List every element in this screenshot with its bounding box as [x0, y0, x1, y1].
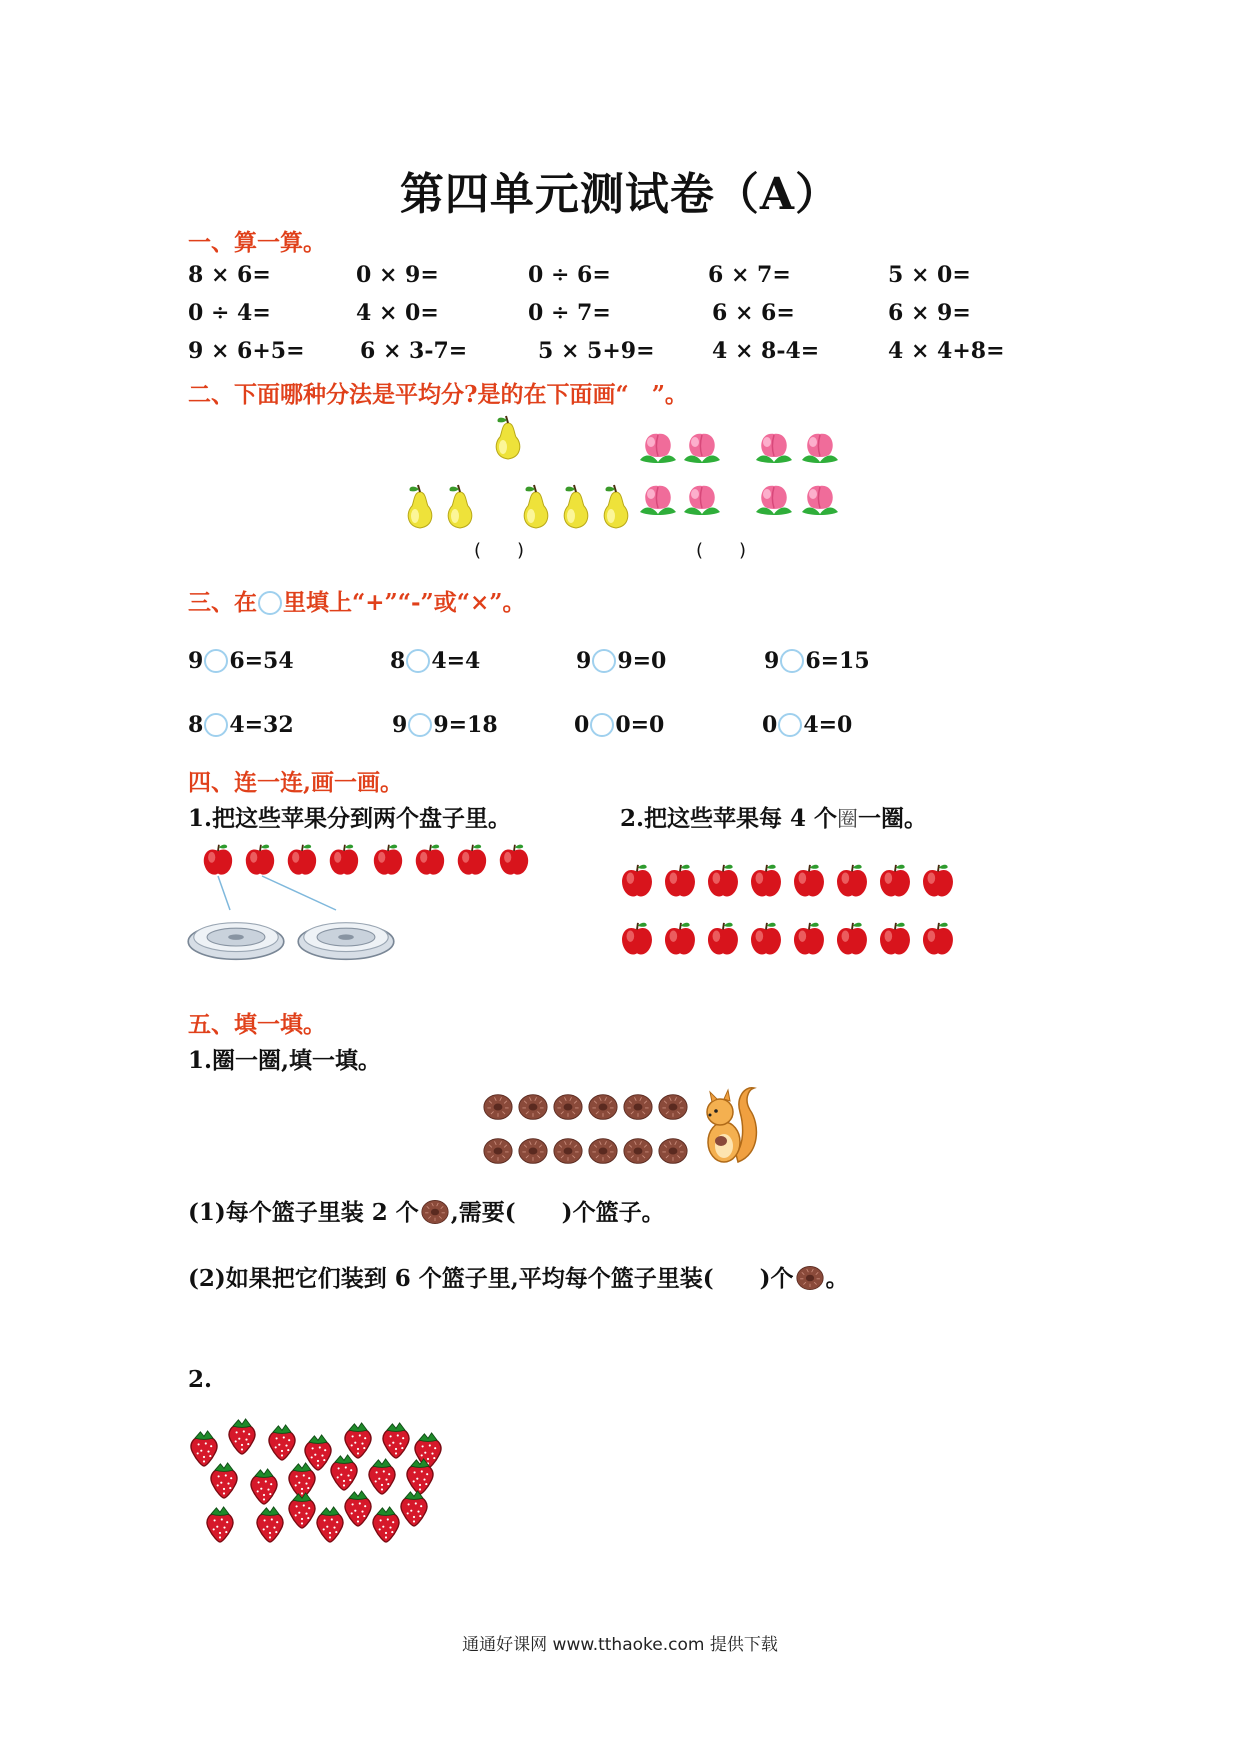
strawberry-icon: [246, 1466, 282, 1506]
strawberry-icon: [378, 1420, 414, 1460]
peach-icon: [752, 428, 796, 468]
chestnut-icon: [552, 1136, 584, 1166]
operator-circle[interactable]: [408, 713, 432, 737]
apple-icon: [412, 842, 448, 878]
calc-item: 6 × 9=: [888, 300, 971, 326]
section2-heading: 二、下面哪种分法是平均分?是的在下面画“ ”。: [188, 381, 688, 408]
operator-item: 9 9=18: [392, 712, 498, 738]
apple-icon: [790, 862, 828, 900]
calc-item: 5 × 0=: [888, 262, 971, 288]
connect-lines: [186, 872, 406, 912]
operator-circle[interactable]: [780, 649, 804, 673]
pear-icon: [596, 484, 636, 532]
plate-icon[interactable]: [296, 910, 396, 962]
strawberry-icon: [368, 1504, 404, 1544]
operator-circle[interactable]: [406, 649, 430, 673]
strawberry-icon: [326, 1452, 362, 1492]
strawberry-icon: [224, 1416, 260, 1456]
operator-item: 9 6=15: [764, 648, 870, 674]
operator-item: 8 4=4: [390, 648, 481, 674]
chestnut-icon: [419, 1198, 451, 1226]
chestnut-icon: [657, 1136, 689, 1166]
strawberry-icon: [202, 1504, 238, 1544]
plate-icon[interactable]: [186, 910, 286, 962]
calc-item: 0 ÷ 6=: [528, 262, 611, 288]
chestnut-icon: [482, 1092, 514, 1122]
section1-heading: 一、算一算。: [188, 229, 326, 256]
operator-circle[interactable]: [592, 649, 616, 673]
apple-icon: [618, 920, 656, 958]
apple-icon: [876, 920, 914, 958]
chestnut-icon: [622, 1092, 654, 1122]
apple-icon: [833, 862, 871, 900]
pear-icon: [488, 415, 528, 463]
operator-circle[interactable]: [204, 649, 228, 673]
answer-blank[interactable]: ( ): [696, 540, 747, 561]
peach-icon: [680, 480, 724, 520]
section3-heading: [188, 584, 525, 617]
strawberry-icon: [206, 1460, 242, 1500]
apple-icon: [833, 920, 871, 958]
strawberry-icon: [312, 1504, 348, 1544]
operator-circle[interactable]: [778, 713, 802, 737]
apple-icon: [747, 920, 785, 958]
chestnut-icon: [482, 1136, 514, 1166]
chestnut-icon: [794, 1264, 826, 1292]
strawberry-icon: [252, 1504, 288, 1544]
apple-icon: [747, 862, 785, 900]
apple-icon: [704, 920, 742, 958]
calc-item: 0 ÷ 4=: [188, 300, 271, 326]
footer-text: 通通好课网 www.tthaoke.com 提供下载: [462, 1635, 778, 1655]
page-title: 第四单元测试卷（A）: [399, 169, 841, 220]
operator-item: 0 4=0: [762, 712, 853, 738]
apple-icon: [876, 862, 914, 900]
pear-icon: [400, 484, 440, 532]
apple-icon: [661, 920, 699, 958]
peach-icon: [636, 480, 680, 520]
operator-circle[interactable]: [204, 713, 228, 737]
section3-heading-pre: 三、在: [188, 589, 257, 616]
operator-item: 0 0=0: [574, 712, 665, 738]
calc-item: 4 × 4+8=: [888, 338, 1005, 364]
calc-item: 9 × 6+5=: [188, 338, 305, 364]
chestnut-icon: [587, 1136, 619, 1166]
section5-part1: (1)每个篮子里装 2 个 ,需要( )个篮子。: [188, 1199, 665, 1226]
apple-icon: [704, 862, 742, 900]
squirrel-icon: [700, 1084, 760, 1168]
operator-circle[interactable]: [590, 713, 614, 737]
calc-item: 4 × 0=: [356, 300, 439, 326]
apple-icon: [454, 842, 490, 878]
section5-heading: 五、填一填。: [188, 1011, 326, 1038]
apple-icon: [790, 920, 828, 958]
operator-item: 8 4=32: [188, 712, 294, 738]
section4-question2: 2.把这些苹果每 4 个圈一圈。: [620, 805, 928, 832]
calc-item: 5 × 5+9=: [538, 338, 655, 364]
strawberry-icon: [264, 1422, 300, 1462]
peach-icon: [636, 428, 680, 468]
peach-icon: [680, 428, 724, 468]
calc-item: 4 × 8-4=: [712, 338, 820, 364]
operator-item: 9 9=0: [576, 648, 667, 674]
circle-icon: [258, 591, 282, 615]
calc-item: 6 × 3-7=: [360, 338, 468, 364]
chestnut-icon: [657, 1092, 689, 1122]
section4-question1: 1.把这些苹果分到两个盘子里。: [188, 805, 512, 832]
chestnut-icon: [587, 1092, 619, 1122]
apple-icon: [919, 862, 957, 900]
apple-icon: [496, 842, 532, 878]
section4-heading: 四、连一连,画一画。: [188, 769, 404, 796]
peach-icon: [798, 428, 842, 468]
calc-item: 0 × 9=: [356, 262, 439, 288]
section5-question1: 1.圈一圈,填一填。: [188, 1047, 382, 1074]
calc-item: 6 × 6=: [712, 300, 795, 326]
calc-item: 0 ÷ 7=: [528, 300, 611, 326]
chestnut-icon: [517, 1136, 549, 1166]
operator-item: 9 6=54: [188, 648, 294, 674]
section5-part2: (2)如果把它们装到 6 个篮子里,平均每个篮子里装( )个 。: [188, 1265, 849, 1292]
pear-icon: [516, 484, 556, 532]
pear-icon: [556, 484, 596, 532]
answer-blank[interactable]: ( ): [474, 540, 525, 561]
chestnut-icon: [552, 1092, 584, 1122]
apple-icon: [618, 862, 656, 900]
calc-item: 6 × 7=: [708, 262, 791, 288]
section3-heading-post: 里填上“+”“-”或“×”。: [283, 589, 526, 616]
apple-icon: [919, 920, 957, 958]
peach-icon: [752, 480, 796, 520]
calc-item: 8 × 6=: [188, 262, 271, 288]
pear-icon: [440, 484, 480, 532]
apple-icon: [661, 862, 699, 900]
peach-icon: [798, 480, 842, 520]
section5-question2: 2.: [188, 1366, 213, 1393]
chestnut-icon: [622, 1136, 654, 1166]
circle-glyph-icon: 圈: [837, 807, 859, 831]
chestnut-icon: [517, 1092, 549, 1122]
